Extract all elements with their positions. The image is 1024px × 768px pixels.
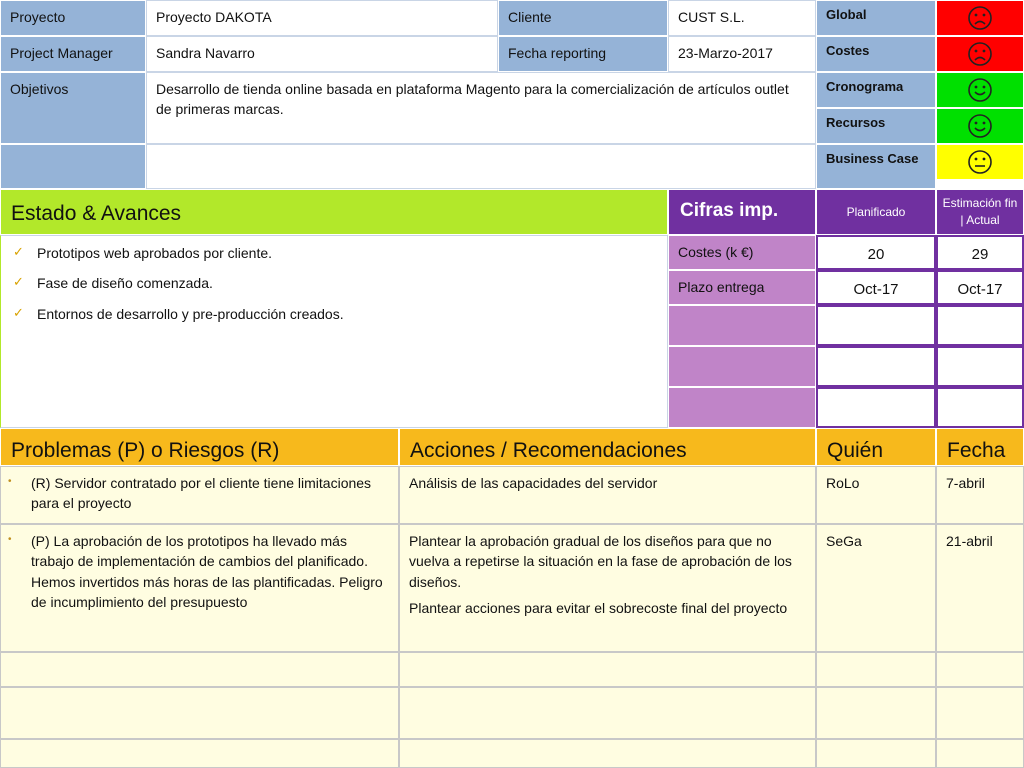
cifras-empty-cell	[816, 387, 936, 428]
sad-face-icon	[967, 41, 993, 67]
status-costes	[936, 36, 1024, 72]
cifras-title: Cifras imp.	[668, 189, 816, 235]
table-row-empty	[816, 652, 936, 687]
neutral-face-icon	[967, 149, 993, 175]
empty-label	[0, 144, 146, 189]
cifras-empty-cell	[936, 346, 1024, 387]
problemas-col-header: Problemas (P) o Riesgos (R)	[0, 428, 399, 466]
sad-face-icon	[967, 5, 993, 31]
table-row-empty	[399, 652, 816, 687]
proyecto-value: Proyecto DAKOTA	[146, 0, 498, 36]
happy-face-icon	[967, 77, 993, 103]
cifras-empty-cell	[816, 305, 936, 346]
pm-value: Sandra Navarro	[146, 36, 498, 72]
check-icon: ✓	[13, 304, 24, 320]
status-label-business-case: Business Case	[816, 144, 936, 189]
table-row-problema: • (P) La aprobación de los prototipos ha llevado más trabajo de implementación de cambios del planificado. Hemos invertidos más horas de las plantificadas. Peligro de incumplimiento del presupuesto	[0, 524, 399, 652]
status-label-recursos: Recursos	[816, 108, 936, 144]
table-row-quien: RoLo	[816, 466, 936, 524]
cifras-col-estimacion: Estimación fin | Actual	[936, 189, 1024, 235]
estado-list	[11, 243, 657, 324]
table-row-empty	[0, 687, 399, 739]
cliente-label: Cliente	[498, 0, 668, 36]
fecha-col-header: Fecha	[936, 428, 1024, 466]
table-row-empty	[399, 739, 816, 768]
cifras-col-planificado: Planificado	[816, 189, 936, 235]
table-row-empty	[0, 652, 399, 687]
table-row-empty	[816, 687, 936, 739]
status-global	[936, 0, 1024, 36]
table-row-empty	[936, 652, 1024, 687]
fecha-reporting-value: 23-Marzo-2017	[668, 36, 816, 72]
acciones-col-header: Acciones / Recomendaciones	[399, 428, 816, 466]
cifras-empty-cell	[936, 305, 1024, 346]
table-row-acciones: Plantear la aprobación gradual de los diseños para que no vuelva a repetirse la situación en la fase de aprobación de los diseños. Plantear acciones para evitar el sobrecoste final del proyecto	[399, 524, 816, 652]
table-row-empty	[399, 687, 816, 739]
happy-face-icon	[967, 113, 993, 139]
check-icon: ✓	[13, 244, 24, 259]
cifras-row-actual: 29	[936, 235, 1024, 270]
table-row-problema: • (R) Servidor contratado por el cliente tiene limitaciones para el proyecto	[0, 466, 399, 524]
cliente-value: CUST S.L.	[668, 0, 816, 36]
cifras-row-label: Plazo entrega	[668, 270, 816, 305]
quien-col-header: Quién	[816, 428, 936, 466]
table-row-quien: SeGa	[816, 524, 936, 652]
cifras-empty-cell	[936, 387, 1024, 428]
table-row-empty	[0, 739, 399, 768]
objetivos-value: Desarrollo de tienda online basada en plataforma Magento para la comercialización de artículos outlet de primeras marcas.	[146, 72, 816, 144]
table-row-fecha: 7-abril	[936, 466, 1024, 524]
table-row-empty	[816, 739, 936, 768]
status-label-costes: Costes	[816, 36, 936, 72]
status-label-global: Global	[816, 0, 936, 36]
empty-value	[146, 144, 816, 189]
list-item: ✓ Fase de diseño comenzada.	[13, 274, 213, 292]
bullet-icon: •	[8, 476, 12, 487]
status-recursos	[936, 108, 1024, 144]
check-icon: ✓	[13, 274, 24, 290]
status-business-case	[936, 144, 1024, 180]
cifras-row-actual: Oct-17	[936, 270, 1024, 305]
fecha-reporting-label: Fecha reporting	[498, 36, 668, 72]
list-item: ✓ Prototipos web aprobados por cliente.	[13, 244, 273, 261]
table-row-empty	[936, 687, 1024, 739]
status-cronograma	[936, 72, 1024, 108]
pm-label: Project Manager	[0, 36, 146, 72]
bullet-icon: •	[8, 534, 12, 545]
cifras-row-label: Costes (k €)	[668, 235, 816, 270]
estado-title: Estado & Avances	[0, 189, 668, 235]
table-row-acciones: Análisis de las capacidades del servidor	[399, 466, 816, 524]
cifras-row-plan: Oct-17	[816, 270, 936, 305]
proyecto-label: Proyecto	[0, 0, 146, 36]
objetivos-label: Objetivos	[0, 72, 146, 144]
table-row-fecha: 21-abril	[936, 524, 1024, 652]
estado-body	[0, 235, 668, 428]
cifras-empty-label	[668, 346, 816, 387]
cifras-row-plan: 20	[816, 235, 936, 270]
cifras-empty-label	[668, 305, 816, 346]
cifras-empty-label	[668, 387, 816, 428]
list-item: ✓ Entornos de desarrollo y pre-producción creados.	[13, 304, 344, 322]
cifras-empty-cell	[816, 346, 936, 387]
table-row-empty	[936, 739, 1024, 768]
status-label-cronograma: Cronograma	[816, 72, 936, 108]
